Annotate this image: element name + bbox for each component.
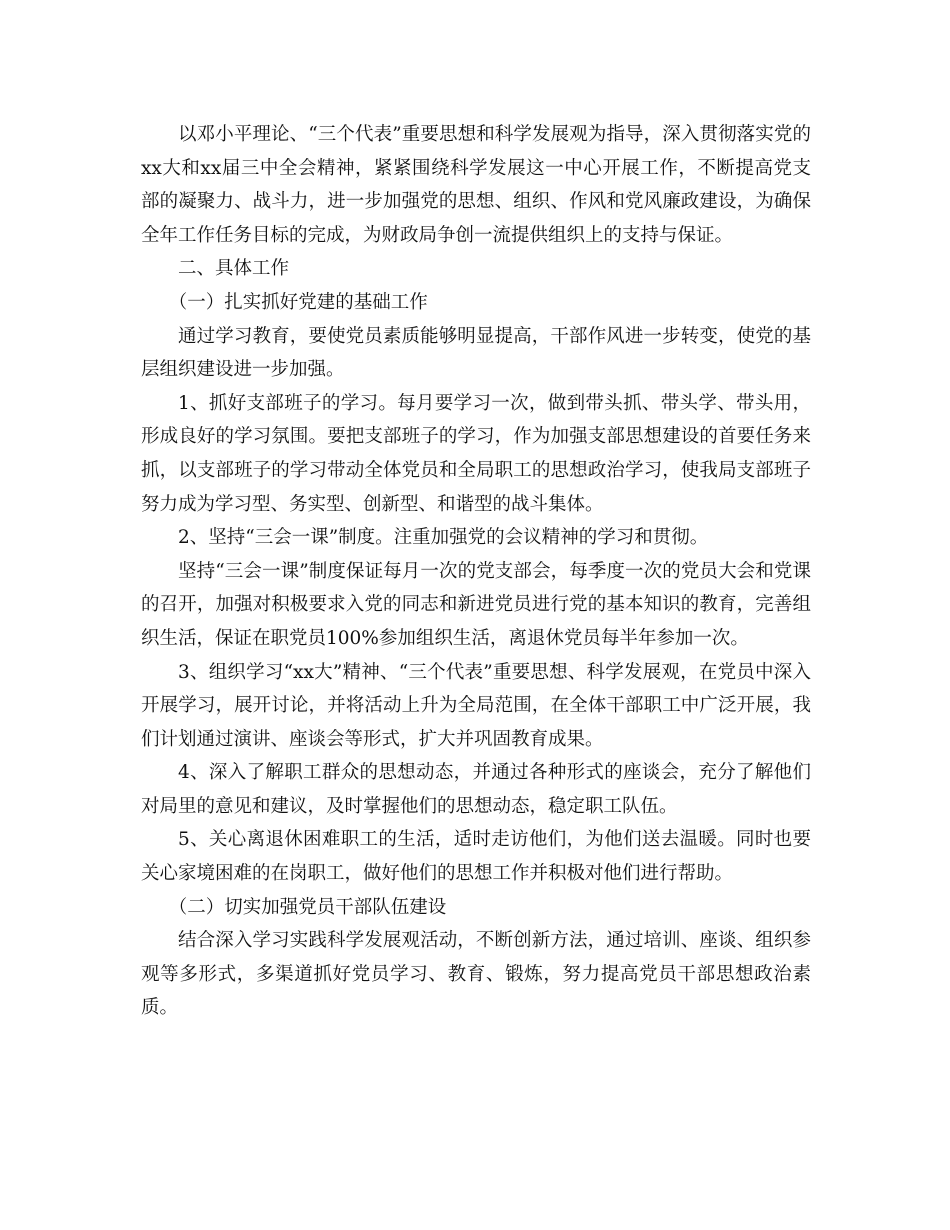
paragraph-item-2: 2、坚持“三会一课”制度。注重加强党的会议精神的学习和贯彻。 (178, 527, 709, 549)
paragraph-item-1: 1、抓好支部班子的学习。每月要学习一次，做到带头抓、带头学、带头用，形成良好的学习氛围。要把支部班子的学习，作为加强支部思想建设的首要任务来抓，以支部班子的学习带动全体党员和全局职工的思想政治学习，使我局支部班子努力成为学习型、务实型、创新型、和谐型的战斗集体。 (141, 392, 811, 515)
paragraph-item-4: 4、深入了解职工群众的思想动态，并通过各种形式的座谈会，充分了解他们对局里的意见和建议，及时掌握他们的思想动态，稳定职工队伍。 (141, 762, 811, 817)
paragraph-item-2-detail: 坚持“三会一课”制度保证每月一次的党支部会，每季度一次的党员大会和党课的召开，加强对积极要求入党的同志和新进党员进行党的基本知识的教育，完善组织生活，保证在职党员100%参加组织生活，离退休党员每半年参加一次。 (141, 560, 811, 649)
subsection-heading-2: （二）切实加强党员干部队伍建设 (168, 896, 447, 918)
paragraph-education-goal: 通过学习教育，要使党员素质能够明显提高，干部作风进一步转变，使党的基层组织建设进一步加强。 (141, 325, 811, 381)
subsection-heading-1: （一）扎实抓好党建的基础工作 (168, 291, 428, 313)
paragraph-team-building: 结合深入学习实践科学发展观活动，不断创新方法，通过培训、座谈、组织参观等多形式，多渠道抓好党员学习、教育、锻炼，努力提高党员干部思想政治素质。 (141, 930, 811, 1019)
paragraph-item-3: 3、组织学习“xx大”精神、“三个代表”重要思想、科学发展观，在党员中深入开展学习，展开讨论，并将活动上升为全局范围，在全体干部职工中广泛开展，我们计划通过演讲、座谈会等形式，扩大并巩固教育成果。 (141, 661, 811, 750)
paragraph-item-5: 5、关心离退休困难职工的生活，适时走访他们，为他们送去温暖。同时也要关心家境困难的在岗职工，做好他们的思想工作并积极对他们进行帮助。 (141, 829, 811, 885)
section-heading-concrete-work: 二、具体工作 (178, 258, 290, 280)
document-body (141, 118, 811, 1025)
intro-paragraph: 以邓小平理论、“三个代表”重要思想和科学发展观为指导，深入贯彻落实党的xx大和xx届三中全会精神，紧紧围绕科学发展这一中心开展工作，不断提高党支部的凝聚力、战斗力，进一步加强党的思想、组织、作风和党风廉政建设，为确保全年工作任务目标的完成，为财政局争创一流提供组织上的支持与保证。 (141, 124, 811, 246)
